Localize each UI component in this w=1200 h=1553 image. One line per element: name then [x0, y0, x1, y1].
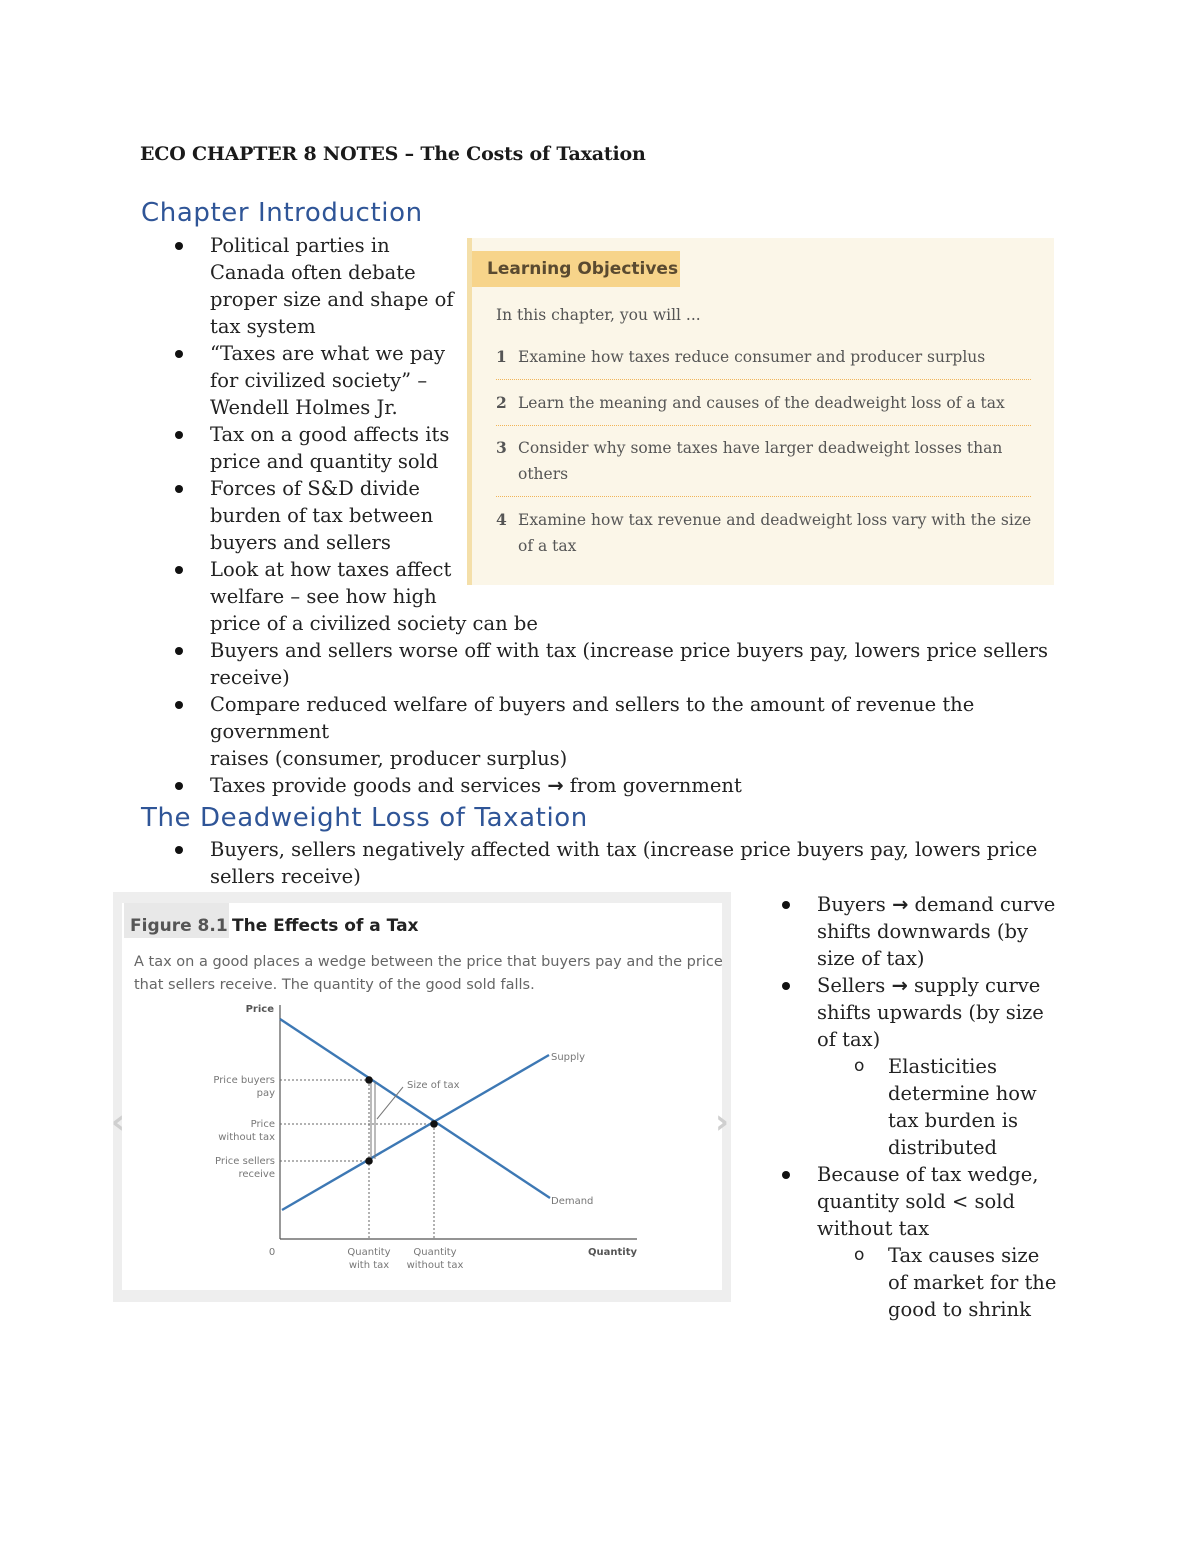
x-axis-label: Quantity: [588, 1247, 637, 1258]
divider: [496, 496, 1031, 497]
line: Buyers and sellers worse off with tax (increase price buyers pay, lowers price sellers: [210, 639, 1049, 662]
line: o Tax causes size: [888, 1244, 1040, 1267]
text: supply curve: [907, 974, 1041, 997]
next-figure-icon[interactable]: ›: [715, 1102, 730, 1142]
line: [817, 891, 1077, 918]
right-bullet-list: [747, 891, 1077, 1323]
line: of market for the: [888, 1271, 1057, 1294]
text: from government: [563, 774, 742, 797]
y-tick-label-sellers-line1: Price sellers: [215, 1156, 275, 1167]
line: Wendell Holmes Jr.: [210, 396, 398, 419]
y-tick-label-sellers-line2: receive: [238, 1169, 275, 1180]
list-item: [140, 340, 470, 421]
line: “Taxes are what we pay: [210, 342, 445, 365]
divider: [496, 425, 1031, 426]
learning-objectives-box: [467, 238, 1054, 585]
tax-effects-chart: [122, 903, 722, 1290]
line: shifts downwards (by: [817, 920, 1028, 943]
x-tick-label-without-tax-line1: Quantity: [413, 1247, 457, 1258]
objective-item: [496, 507, 1036, 559]
line: determine how: [888, 1082, 1037, 1105]
point-sellers-price: [365, 1157, 373, 1165]
figure-number: Figure 8.1: [130, 916, 228, 936]
divider: [496, 379, 1031, 380]
line: quantity sold < sold: [817, 1190, 1016, 1213]
sub-bullet-list: [817, 1053, 1077, 1161]
line: of tax): [817, 1028, 881, 1051]
line: buyers and sellers: [210, 531, 391, 554]
line: for civilized society” –: [210, 369, 428, 392]
text: Sellers: [817, 974, 892, 997]
origin-label: 0: [268, 1247, 276, 1258]
line: o Elasticities: [888, 1055, 997, 1078]
line: Canada often debate: [210, 261, 416, 284]
objective-text: Consider why some taxes have larger deadweight losses than: [518, 439, 1003, 457]
list-item: [140, 637, 1070, 691]
line: raises (consumer, producer surplus): [210, 747, 568, 770]
line: price of a civilized society can be: [210, 612, 538, 635]
line: distributed: [888, 1136, 998, 1159]
text: Taxes provide goods and services: [210, 774, 548, 797]
objective-item: [496, 390, 1036, 416]
previous-figure-icon[interactable]: ‹: [111, 1102, 126, 1142]
y-axis-label: Price: [245, 1004, 274, 1015]
objective-item: [496, 435, 1036, 487]
line: price and quantity sold: [210, 450, 439, 473]
learning-objectives-title: Learning Objectives: [472, 251, 680, 287]
list-item: [747, 1161, 1077, 1323]
line: shifts upwards (by size: [817, 1001, 1044, 1024]
x-tick-label-with-tax-line1: Quantity: [347, 1247, 391, 1258]
line: tax burden is: [888, 1109, 1019, 1132]
supply-label: Supply: [551, 1052, 586, 1063]
line: without tax: [817, 1217, 930, 1240]
line: sellers receive): [210, 865, 361, 888]
list-item: [140, 691, 1070, 772]
right-arrow-icon: →: [891, 893, 909, 916]
text: Buyers: [817, 893, 892, 916]
line: receive): [210, 666, 290, 689]
line: tax system: [210, 315, 316, 338]
list-item: [140, 232, 470, 340]
objective-item: [496, 344, 1036, 370]
y-tick-label-no-tax-line2: without tax: [218, 1132, 275, 1143]
x-tick-label-with-tax-line2: with tax: [348, 1260, 390, 1271]
list-item: [747, 972, 1077, 1161]
y-tick-label-buyers-line1: Price buyers: [213, 1075, 275, 1086]
section-heading-chapter-introduction: Chapter Introduction: [141, 198, 423, 228]
line: burden of tax between: [210, 504, 434, 527]
learning-objectives-intro: In this chapter, you will ...: [496, 306, 701, 324]
supply-curve: [282, 1055, 549, 1210]
section-heading-deadweight-loss: The Deadweight Loss of Taxation: [141, 803, 588, 833]
line: Look at how taxes affect: [210, 558, 452, 581]
caption-line: A tax on a good places a wedge between the price that buyers pay and the price: [134, 954, 723, 970]
y-tick-label-buyers-line2: pay: [256, 1088, 275, 1099]
figure-card: [122, 903, 722, 1290]
objective-text: Learn the meaning and causes of the deadweight loss of a tax: [518, 394, 1005, 412]
list-item: [747, 891, 1077, 972]
size-of-tax-label: Size of tax: [407, 1080, 460, 1091]
line: Tax on a good affects its: [210, 423, 450, 446]
line: Because of tax wedge,: [817, 1163, 1039, 1186]
list-item: [140, 475, 470, 556]
list-item: [140, 772, 1070, 799]
objective-number: 2: [496, 393, 507, 412]
list-item: [140, 836, 1070, 890]
objective-text: of a tax: [518, 537, 577, 555]
sub-bullet-list: [817, 1242, 1077, 1323]
deadweight-bullet-list: [140, 836, 1070, 890]
objective-text: Examine how tax revenue and deadweight loss vary with the size: [518, 511, 1032, 529]
line: proper size and shape of: [210, 288, 454, 311]
document-title: ECO CHAPTER 8 NOTES – The Costs of Taxation: [140, 143, 646, 165]
objective-text: Examine how taxes reduce consumer and producer surplus: [518, 348, 986, 366]
sub-list-item: [817, 1053, 1077, 1161]
objective-number: 3: [496, 438, 507, 457]
objective-number: 4: [496, 510, 507, 529]
line: size of tax): [817, 947, 925, 970]
intro-bullet-list: [140, 232, 470, 556]
point-buyers-price: [365, 1076, 373, 1084]
line: Buyers, sellers negatively affected with tax (increase price buyers pay, lowers price: [210, 838, 1038, 861]
objective-number: 1: [496, 347, 507, 366]
sub-list-item: [817, 1242, 1077, 1323]
figure-title: The Effects of a Tax: [232, 916, 419, 936]
right-arrow-icon: →: [547, 774, 564, 797]
y-tick-label-no-tax-line1: Price: [250, 1119, 275, 1130]
intro-bullet-list-wide: [140, 556, 1070, 799]
text: demand curve: [908, 893, 1056, 916]
right-arrow-icon: →: [891, 974, 908, 997]
line: [817, 972, 1077, 999]
objective-text: others: [518, 465, 569, 483]
line: welfare – see how high: [210, 585, 437, 608]
demand-label: Demand: [551, 1196, 594, 1207]
list-item: [140, 421, 470, 475]
caption-line: that sellers receive. The quantity of the good sold falls.: [134, 977, 535, 993]
line: Compare reduced welfare of buyers and sellers to the amount of revenue the government: [210, 693, 975, 743]
point-equilibrium: [430, 1120, 438, 1128]
line: Forces of S&D divide: [210, 477, 420, 500]
line: good to shrink: [888, 1298, 1031, 1321]
x-tick-label-without-tax-line2: without tax: [406, 1260, 464, 1271]
line: Political parties in: [210, 234, 390, 257]
demand-curve: [280, 1019, 550, 1198]
figure-panel: [113, 892, 731, 1302]
